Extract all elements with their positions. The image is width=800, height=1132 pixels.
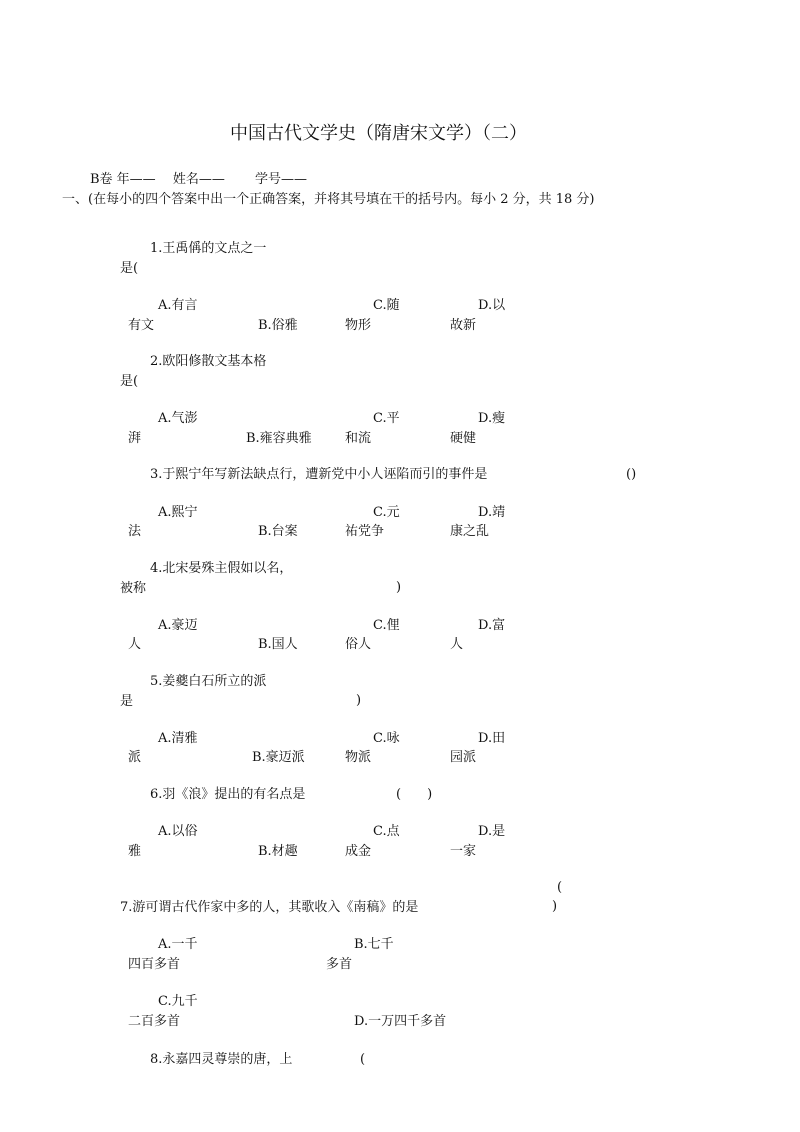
- option-c: C.平: [373, 411, 400, 426]
- option-a: A.以俗: [158, 824, 198, 839]
- option-b: B.材趣: [258, 844, 298, 859]
- option-c-cont: 俗人: [345, 637, 372, 652]
- option-a-cont: 派: [128, 750, 142, 765]
- question-stem: 4.北宋晏殊主假如以名，: [150, 561, 293, 576]
- answer-paren: (): [626, 467, 637, 482]
- option-a: A.清雅: [158, 731, 198, 746]
- answer-paren: (: [360, 1052, 366, 1067]
- option-d-cont: 人: [450, 637, 464, 652]
- option-a: A.熙宁: [158, 505, 198, 520]
- option-a: A.有言: [158, 298, 198, 313]
- option-b: B.台案: [258, 524, 298, 539]
- question-stem: 1.王禹偁的文点之一: [150, 241, 267, 256]
- option-c-cont: 祐党争: [345, 524, 385, 539]
- question-stem: 5.姜夔白石所立的派: [150, 674, 267, 689]
- question-stem: 7.游可谓古代作家中多的人，其歌收入《南稿》的是: [120, 900, 419, 915]
- option-d-cont: 一家: [450, 844, 477, 859]
- option-b: B.豪迈派: [252, 750, 305, 765]
- option-a: A.气澎: [158, 411, 198, 426]
- option-b: B.雍容典雅: [246, 431, 312, 446]
- question-stem: 2.欧阳修散文基本格: [150, 354, 267, 369]
- option-d-cont: 园派: [450, 750, 477, 765]
- question-stem-cont: 是(: [120, 261, 139, 276]
- option-a-cont: 湃: [128, 431, 142, 446]
- option-a-cont: 有文: [128, 318, 155, 333]
- answer-paren: ): [356, 693, 362, 708]
- option-d: D.富: [478, 618, 506, 633]
- option-a-cont: 雅: [128, 844, 142, 859]
- option-c-cont: 二百多首: [128, 1014, 181, 1029]
- option-c: C.点: [373, 824, 400, 839]
- question-stem: 3.于熙宁年写新法缺点行，遭新党中小人诬陷而引的事件是: [150, 467, 488, 482]
- option-c-cont: 物形: [345, 318, 372, 333]
- option-c-cont: 成金: [345, 844, 372, 859]
- option-a-cont: 四百多首: [128, 957, 181, 972]
- option-c-cont: 物派: [345, 750, 372, 765]
- option-d: D.以: [478, 298, 506, 313]
- option-b: B.国人: [258, 637, 298, 652]
- answer-paren-close: ): [552, 899, 558, 914]
- option-c: C.元: [373, 505, 400, 520]
- answer-paren: ): [396, 580, 402, 595]
- option-d-cont: 故新: [450, 318, 477, 333]
- option-d: D.靖: [478, 505, 506, 520]
- question-stem-cont: 是(: [120, 374, 139, 389]
- option-a-cont: 法: [128, 524, 142, 539]
- question-stem: 6.羽《浪》提出的有名点是: [150, 787, 306, 802]
- option-d: D.瘦: [478, 411, 506, 426]
- answer-paren-open: (: [557, 880, 563, 895]
- option-c: C.随: [373, 298, 400, 313]
- option-c-cont: 和流: [345, 431, 372, 446]
- section-instruction: 一、(在每小的四个答案中出一个正确答案，并将其号填在干的括号内。每小 2 分，共 18 分): [62, 192, 595, 207]
- option-d-cont: 康之乱: [450, 524, 490, 539]
- option-d: D.田: [478, 731, 506, 746]
- question-stem: 8.永嘉四灵尊崇的唐，上: [150, 1052, 293, 1067]
- page-title: 中国古代文学史（隋唐宋文学）（二）: [230, 123, 527, 144]
- option-d: D.一万四千多首: [354, 1014, 447, 1029]
- student-info-line: B卷 年—— 姓名—— 学号——: [90, 172, 307, 187]
- option-b: B.俗雅: [258, 318, 298, 333]
- answer-paren: ( ): [396, 787, 433, 802]
- option-d: D.是: [478, 824, 506, 839]
- option-c: C.咏: [373, 731, 400, 746]
- option-b: B.七千: [354, 937, 394, 952]
- option-a-cont: 人: [128, 637, 142, 652]
- question-stem-cont: 被称: [120, 581, 147, 596]
- option-c: C.九千: [158, 994, 198, 1009]
- option-b-cont: 多首: [326, 957, 353, 972]
- option-d-cont: 硬健: [450, 431, 477, 446]
- option-a: A.一千: [158, 937, 198, 952]
- question-stem-cont: 是: [120, 694, 134, 709]
- option-a: A.豪迈: [158, 618, 198, 633]
- option-c: C.俚: [373, 618, 400, 633]
